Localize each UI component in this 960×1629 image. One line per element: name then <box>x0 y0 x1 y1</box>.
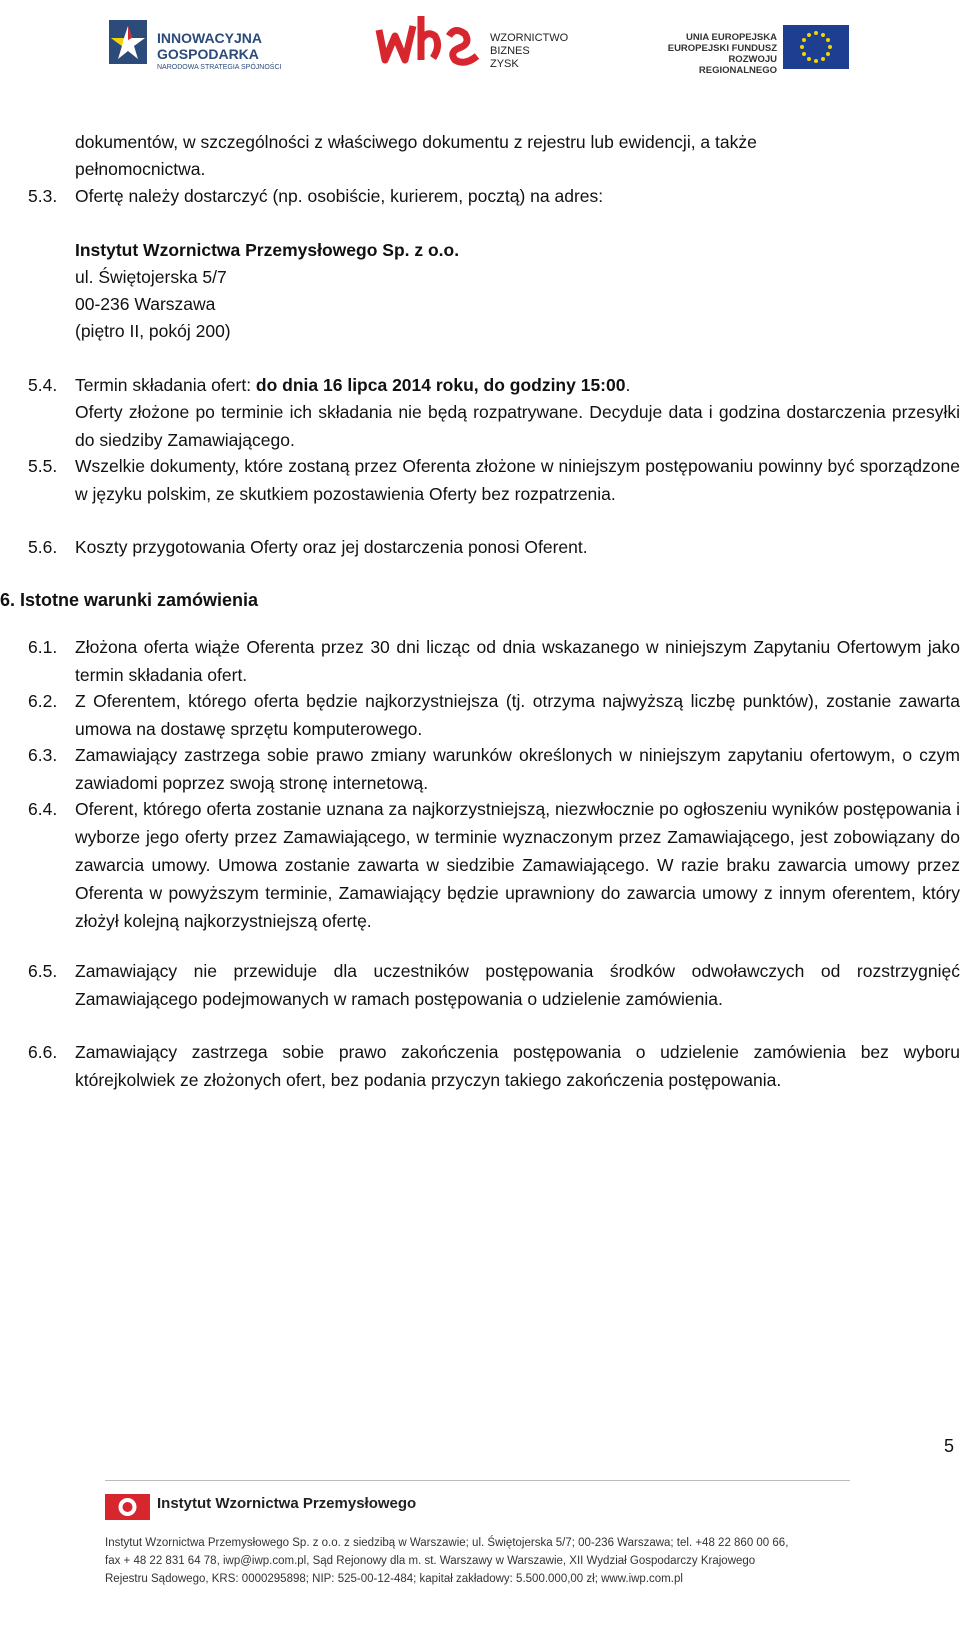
wbz-line2: BIZNES <box>490 45 530 57</box>
deadline-value: do dnia 16 lipca 2014 roku, do godziny 15:00 <box>255 375 626 395</box>
address-city: 00-236 Warszawa <box>75 294 216 314</box>
address-street: ul. Świętojerska 5/7 <box>75 267 227 287</box>
item-number: 6.2. <box>28 691 58 711</box>
footer-text <box>105 1534 850 1588</box>
section-heading: 6. Istotne warunki zamówienia <box>0 590 259 610</box>
ig-line1: INNOWACYJNA <box>157 30 263 46</box>
ue-line2: EUROPEJSKI FUNDUSZ <box>667 43 777 54</box>
iwp-name: Instytut Wzornictwa Przemysłowego <box>157 1495 417 1512</box>
item-text: Zamawiający nie przewiduje dla uczestników postępowania środków odwoławczych od rozstrzygnięć Zamawiającego podejmowanych w ramach postępowania o udzielenie zamówienia. <box>75 961 960 1009</box>
ue-line1: UNIA EUROPEJSKA <box>686 32 777 43</box>
ig-line2: GOSPODARKA <box>157 46 259 62</box>
ig-subtitle: NARODOWA STRATEGIA SPÓJNOŚCI <box>157 64 282 71</box>
deadline-dot: . <box>625 375 631 395</box>
item-text: Oferent, którego oferta zostanie uznana za najkorzystniejszą, niezwłocznie po ogłoszeniu wyników postępowania i wyborze jego oferty przez Zamawiającego, w terminie wyznaczonym przez Zamawiającego, jest zobowiązany do zawarcia umowy. Umowa zostanie zawarta w siedzibie Zamawiającego. W razie braku zawarcia umowy przez Oferenta w powyższym terminie, Zamawiający będzie uprawniony do zawarcia umowy z innym oferentem, który złożył kolejną najkorzystniejszą ofertę. <box>75 799 960 931</box>
deadline-label: Termin składania ofert: <box>75 375 256 395</box>
wbz-mark-icon <box>375 12 485 70</box>
item-number: 5.5. <box>28 456 58 476</box>
item-text: Zamawiający zastrzega sobie prawo zakończenia postępowania o udzielenie zamówienia bez wyboru którejkolwiek ze złożonych ofert, bez podania przyczyn takiego zakończenia postępowania. <box>75 1042 960 1090</box>
item-text: Z Oferentem, którego oferta będzie najkorzystniejsza (tj. otrzyma najwyższą liczbę punktów), zostanie zawarta umowa na dostawę sprzętu komputerowego. <box>75 691 960 739</box>
item-text: Zamawiający zastrzega sobie prawo zmiany warunków określonych w niniejszym zapytaniu ofertowym, o czym zawiadomi poprzez swoją stronę internetową. <box>75 745 960 793</box>
address-room: (piętro II, pokój 200) <box>75 321 231 341</box>
item-text: Oferty złożone po terminie ich składania nie będą rozpatrywane. Decyduje data i godzina dostarczenia przesyłki do siedziby Zamawiającego. <box>75 402 960 450</box>
page-header <box>0 0 960 90</box>
text-line: pełnomocnictwa. <box>75 159 206 179</box>
item-number: 5.4. <box>28 375 58 395</box>
item-number: 6.6. <box>28 1042 58 1062</box>
iwp-logo-icon <box>105 1492 150 1522</box>
wbz-line1: WZORNICTWO <box>490 32 569 44</box>
wzornictwo-biznes-zysk-logo <box>375 8 575 74</box>
footer-line: Instytut Wzornictwa Przemysłowego Sp. z o.o. z siedzibą w Warszawie; ul. Świętojerska 5/7; 00-236 Warszawa; tel. +48 22 860 00 66, <box>105 1537 789 1549</box>
item-text: Ofertę należy dostarczyć (np. osobiście, kurierem, pocztą) na adres: <box>75 186 604 206</box>
address-name: Instytut Wzornictwa Przemysłowego Sp. z o.o. <box>75 240 460 260</box>
unia-europejska-logo <box>655 18 855 76</box>
item-text: Koszty przygotowania Oferty oraz jej dostarczenia ponosi Oferent. <box>75 537 588 557</box>
deadline-line <box>75 371 630 399</box>
wbz-line3: ZYSK <box>490 58 519 70</box>
ig-star-icon <box>105 16 151 68</box>
ue-line3: ROZWOJU REGIONALNEGO <box>698 54 777 76</box>
item-number: 6.3. <box>28 745 58 765</box>
item-number: 6.1. <box>28 637 58 657</box>
page-number: 5 <box>944 1436 955 1456</box>
footer-line: fax + 48 22 831 64 78, iwp@iwp.com.pl, Sąd Rejonowy dla m. st. Warszawy w Warszawie, XII Wydział Gospodarczy Krajowego <box>105 1555 756 1567</box>
item-number: 5.3. <box>28 186 58 206</box>
footer-line: Rejestru Sądowego, KRS: 0000295898; NIP: 525-00-12-484; kapitał zakładowy: 5.500.000,00 zł; www.iwp.com.pl <box>105 1573 683 1585</box>
text-line: dokumentów, w szczególności z właściwego dokumentu z rejestru lub ewidencji, a także <box>75 132 757 152</box>
item-text: Wszelkie dokumenty, które zostaną przez Oferenta złożone w niniejszym postępowaniu powinny być sporządzone w języku polskim, ze skutkiem pozostawienia Oferty bez rozpatrzenia. <box>75 456 960 504</box>
footer-divider <box>105 1480 850 1481</box>
eu-flag-icon <box>783 25 849 69</box>
item-number: 6.4. <box>28 799 58 819</box>
innowacyjna-gospodarka-logo <box>105 14 295 72</box>
item-number: 6.5. <box>28 961 58 981</box>
item-number: 5.6. <box>28 537 58 557</box>
item-text: Złożona oferta wiąże Oferenta przez 30 dni licząc od dnia wskazanego w niniejszym Zapytaniu Ofertowym jako termin składania ofert. <box>75 637 960 685</box>
